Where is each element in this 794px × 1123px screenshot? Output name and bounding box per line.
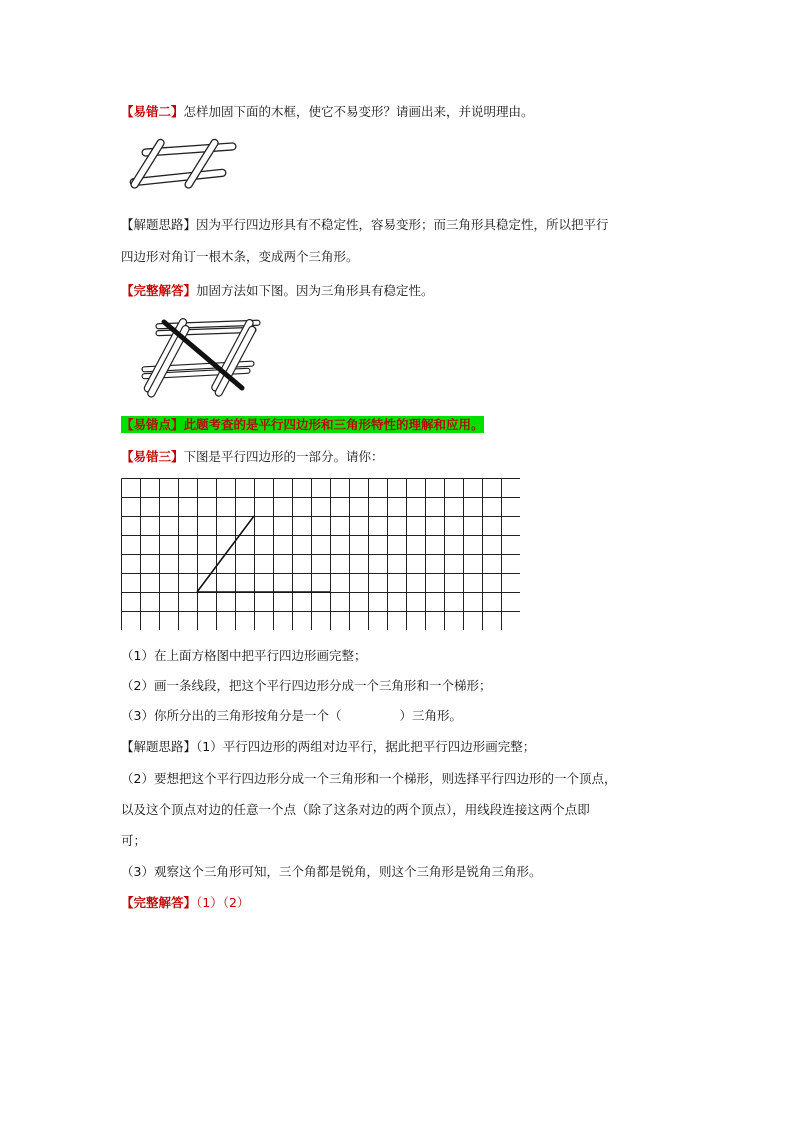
q3-text: 下图是平行四边形的一部分。请你： [183,449,384,464]
q3-analysis-tag: 【解题思路】 [121,739,197,754]
q2-tag: 【易错二】 [121,104,184,119]
square-grid [121,478,520,630]
q3-answer-tag: 【完整解答】 [121,895,197,910]
q3-analysis-1-text: （1）平行四边形的两组对边平行，据此把平行四边形画完整； [196,739,536,754]
q3-item3-after: ）三角形。 [399,708,462,723]
q3-item2: （2）画一条线段，把这个平行四边形分成一个三角形和一个梯形； [121,678,492,693]
q2-answer-tag: 【完整解答】 [121,283,197,298]
q2-text: 怎样加固下面的木框，使它不易变形？请画出来，并说明理由。 [183,104,534,119]
q3-analysis-2a: （2）要想把这个平行四边形分成一个三角形和一个梯形，则选择平行四边形的一个顶点， [121,771,617,786]
wooden-frame-figure [124,136,242,198]
q3-answer-text: （1）（2） [196,895,250,910]
reinforced-frame-figure [130,314,265,398]
q3-analysis-2c: 可； [121,833,147,848]
q2-analysis-line2: 四边形对角订一根木条，变成两个三角形。 [121,249,359,264]
q3-analysis-1 [121,738,535,756]
q3-item3-before: （3）你所分出的三角形按角分是一个（ [121,708,342,723]
q3-item3 [121,707,462,725]
q3-question [121,448,384,466]
q3-analysis-2b: 以及这个顶点对边的任意一个点（除了这条对边的两个顶点），用线段连接这两个点即 [121,802,590,817]
q2-answer [121,282,434,300]
q2-analysis-text1: 因为平行四边形具有不稳定性，容易变形；而三角形具稳定性，所以把平行 [196,217,609,232]
q2-analysis-tag: 【解题思路】 [121,217,197,232]
error-point-text: 此题考查的是平行四边形和三角形特性的理解和应用。 [183,417,484,432]
error-point [121,416,484,434]
q2-analysis-line1 [121,216,609,234]
q3-analysis-3: （3）观察这个三角形可知，三个角都是锐角，则这个三角形是锐角三角形。 [121,864,542,879]
q2-question [121,103,534,121]
error-point-tag: 【易错点】 [121,417,184,432]
q3-tag: 【易错三】 [121,449,184,464]
q2-answer-text: 加固方法如下图。因为三角形具有稳定性。 [196,283,434,298]
q3-answer [121,894,249,912]
q3-item1: （1）在上面方格图中把平行四边形画完整； [121,648,367,663]
